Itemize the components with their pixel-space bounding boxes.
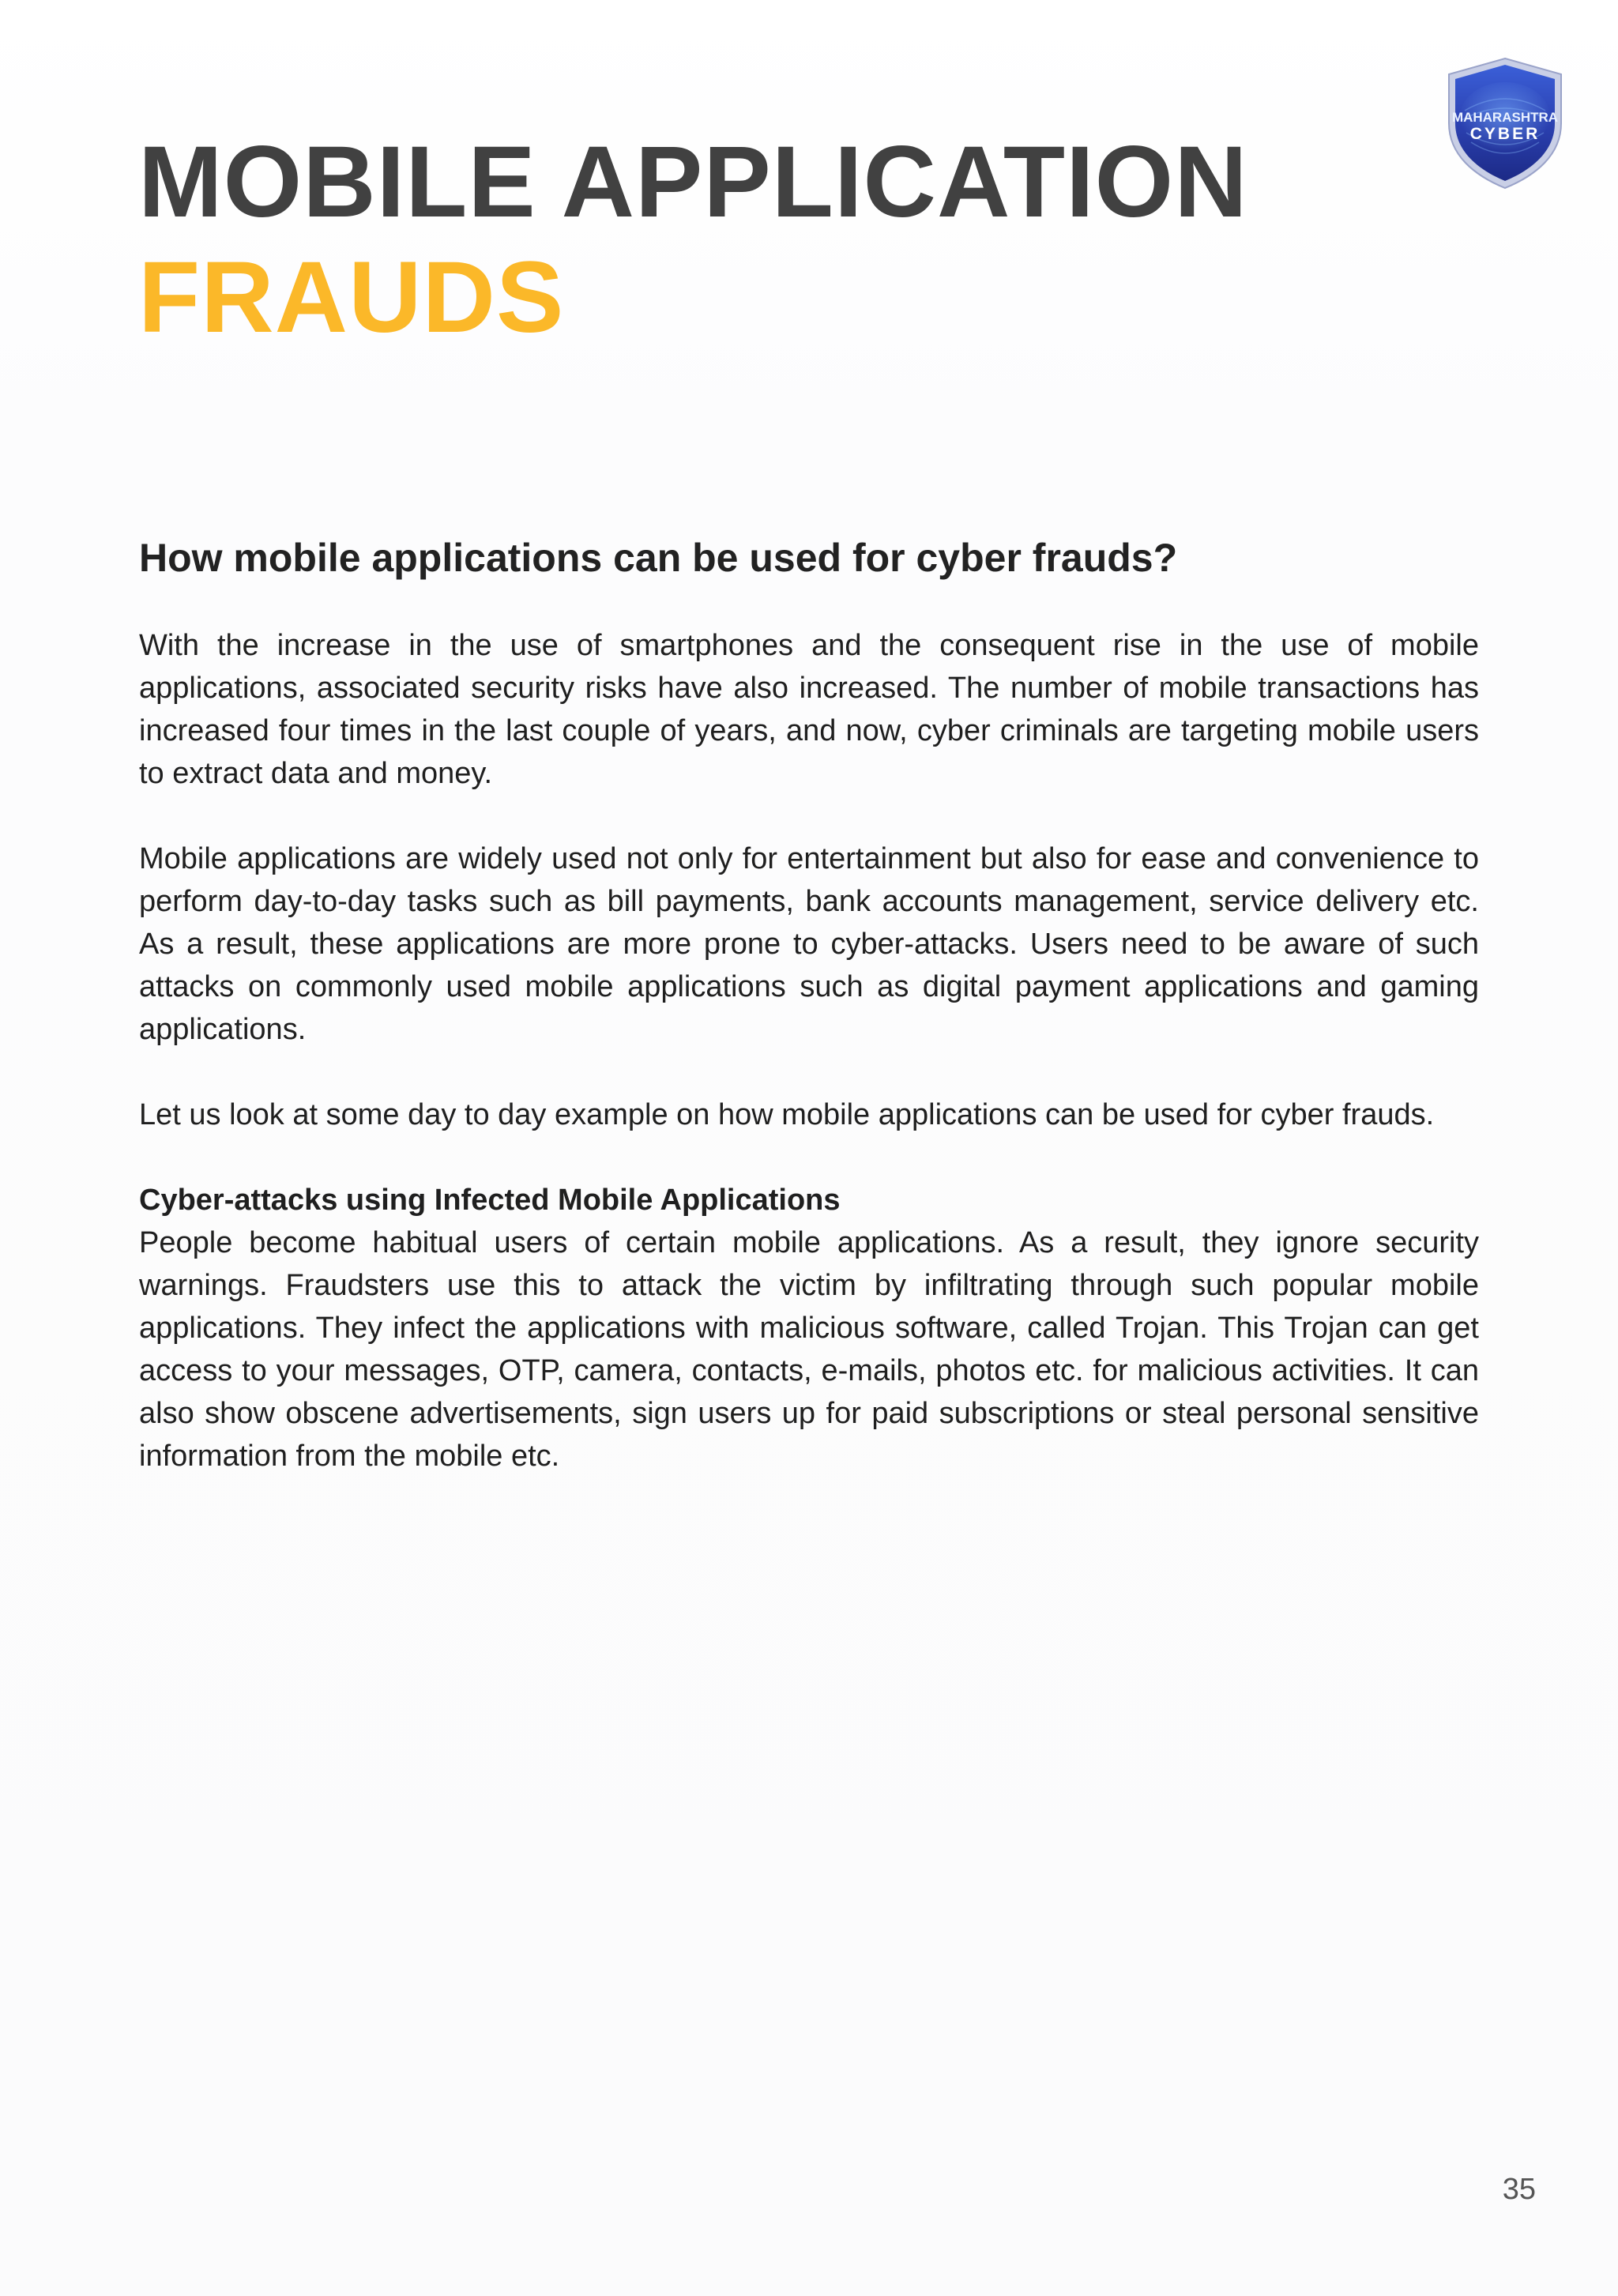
main-content xyxy=(139,529,1479,1520)
paragraph-1: With the increase in the use of smartphones and the consequent rise in the use of mobile applications, associated security risks have also increased. The number of mobile transactions has increased four times in the last couple of years, and now, cyber criminals are targeting mobile users to extract data and money. xyxy=(139,629,1479,790)
subsection-body: People become habitual users of certain mobile applications. As a result, they ignore security warnings. Fraudsters use this to attack the victim by infiltrating through such popular mobile applications. They infect the applications with malicious software, called Trojan. This Trojan can get access to your messages, OTP, camera, contacts, e-mails, photos etc. for malicious activities. It can also show obscene advertisements, sign users up for paid subscriptions or steal personal sensitive information from the mobile etc. xyxy=(139,1226,1479,1473)
title-line-1: MOBILE APPLICATION xyxy=(138,126,1248,239)
paragraph-3: Let us look at some day to day example on how mobile applications can be used for cyber frauds. xyxy=(139,1098,1435,1131)
section-heading: How mobile applications can be used for cyber frauds? xyxy=(139,536,1178,580)
paragraph-2: Mobile applications are widely used not only for entertainment but also for ease and convenience to perform day-to-day tasks such as bill payments, bank accounts management, service delivery etc. As a result, these applications are more prone to cyber-attacks. Users need to be aware of such attacks on commonly used mobile applications such as digital payment applications and gaming applications. xyxy=(139,842,1479,1046)
page-title xyxy=(138,125,1481,356)
logo-text-maharashtra: MAHARASHTRA xyxy=(1451,110,1559,125)
page-number: 35 xyxy=(1502,2173,1536,2206)
title-line-2: FRAUDS xyxy=(138,241,565,354)
logo-text-cyber: CYBER xyxy=(1469,125,1541,143)
subsection-heading: Cyber-attacks using Infected Mobile Applications xyxy=(139,1184,841,1217)
